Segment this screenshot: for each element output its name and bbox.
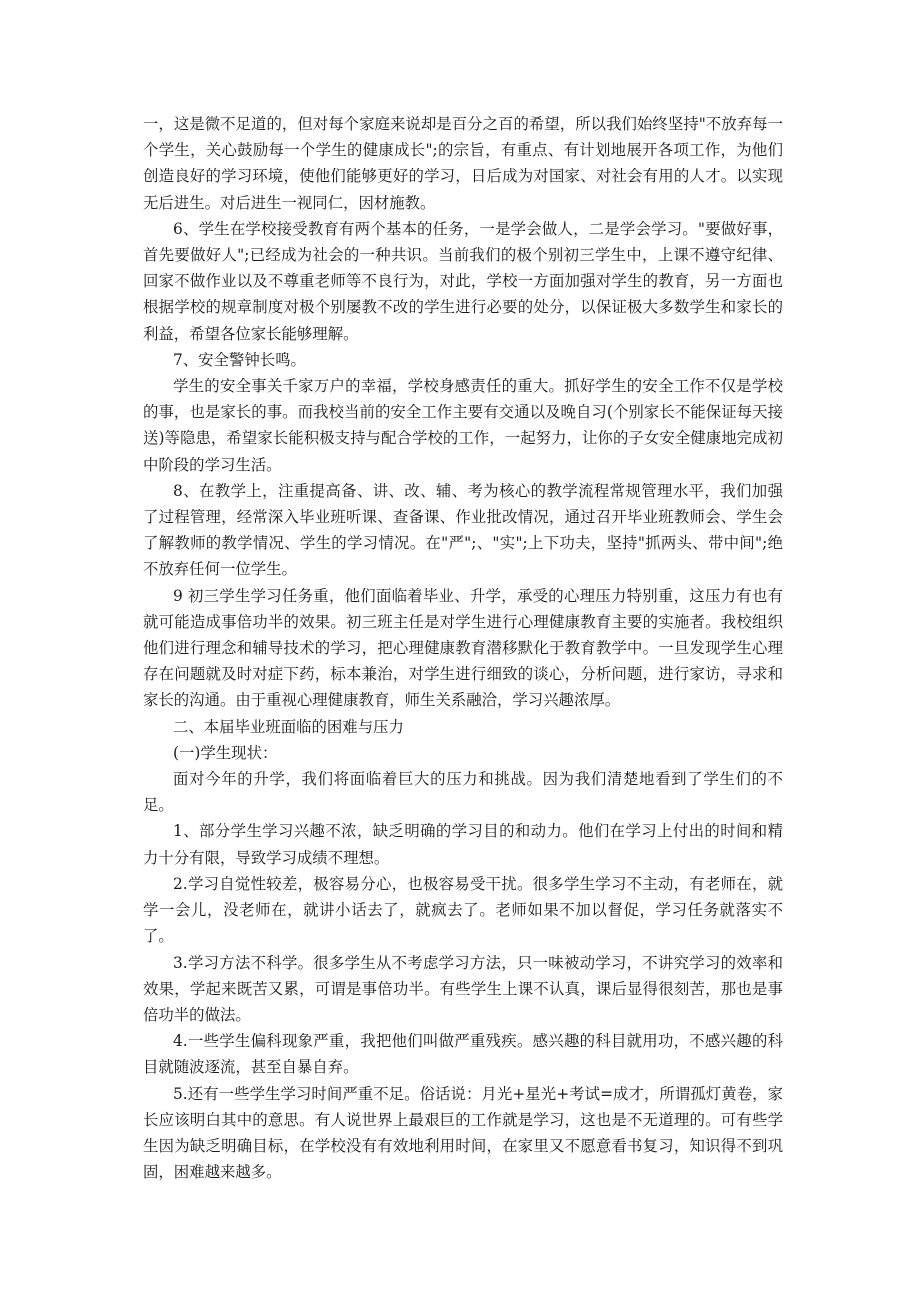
paragraph-point-5: 5.还有一些学生学习时间严重不足。俗话说：月光+星光+考试=成才，所谓孤灯黄卷，家长应该明白其中的意思。有人说世界上最艰巨的工作就是学习，这也是不无道理的。可有些学生因为缺乏明确目标，在学校没有有效地利用时间，在家里又不愿意看书复习，知识得不到巩固，困难越来越多。 [143,1084,783,1182]
paragraph-safety: 学生的安全事关千家万户的幸福，学校身感责任的重大。抓好学生的安全工作不仅是学校的事，也是家长的事。而我校当前的安全工作主要有交通以及晚自习(个别家长不能保证每天接送)等隐患，希望家长能积极支持与配合学校的工作，一起努力，让你的子女安全健康地完成初中阶段的学习生活。 [143,377,783,474]
paragraph-point-2: 2.学习自觉性较差，极容易分心，也极容易受干扰。很多学生学习不主动，有老师在，就学一会儿，没老师在，就讲小话去了，就疯去了。老师如果不加以督促，学习任务就落实不了。 [143,874,783,946]
paragraph-challenge: 面对今年的升学，我们将面临着巨大的压力和挑战。因为我们清楚地看到了学生们的不足。 [143,770,783,815]
subsection-heading-student-status: (一)学生现状： [173,743,278,762]
paragraph-point-4: 4.一些学生偏科现象严重，我把他们叫做严重残疾。感兴趣的科目就用功，不感兴趣的科目就随波逐流，甚至自暴自弃。 [143,1032,783,1077]
paragraph-item-7-heading: 7、安全警钟长鸣。 [173,350,306,369]
paragraph-item-6: 6、学生在学校接受教育有两个基本的任务，一是学会做人，二是学会学习。"要做好事，首先要做好人";已经成为社会的一种共识。当前我们的极个别初三学生中，上课不遵守纪律、回家不做作业以及不尊重老师等不良行为，对此，学校一方面加强对学生的教育，另一方面也根据学校的规章制度对极个别屡教不改的学生进行必要的处分，以保证极大多数学生和家长的利益，希望各位家长能够理解。 [143,219,783,343]
paragraph-item-8: 8、在教学上，注重提高备、讲、改、辅、考为核心的教学流程常规管理水平，我们加强了过程管理，经常深入毕业班听课、查备课、作业批改情况，通过召开毕业班教师会、学生会了解教师的教学情况、学生的学习情况。在"严";、"实";上下功夫，坚持"抓两头、带中间";绝不放弃任何一位学生。 [143,481,783,579]
paragraph-item-9: 9 初三学生学习任务重，他们面临着毕业、升学，承受的心理压力特别重，这压力有也有就可能造成事倍功半的效果。初三班主任是对学生进行心理健康教育主要的实施者。我校组织他们进行理念和辅导技术的学习，把心理健康教育潜移默化于教育教学中。一旦发现学生心理存在问题就及时对症下药，标本兼治，对学生进行细致的谈心，分析问题，进行家访，寻求和家长的沟通。由于重视心理健康教育，师生关系融洽，学习兴趣浓厚。 [143,586,783,710]
paragraph-intro: 一，这是微不足道的，但对每个家庭来说却是百分之百的希望，所以我们始终坚持"不放弃每一个学生，关心鼓励每一个学生的健康成长";的宗旨，有重点、有计划地展开各项工作，为他们创造良好的学习环境，使他们能够更好的学习，日后成为对国家、对社会有用的人才。以实现无后进生。对后进生一视同仁，因材施教。 [143,115,783,212]
section-heading-difficulties: 二、本届毕业班面临的困难与压力 [173,717,404,736]
paragraph-point-3: 3.学习方法不科学。很多学生从不考虑学习方法，只一味被动学习，不讲究学习的效率和效果，学起来既苦又累，可谓是事倍功半。有些学生上课不认真，课后显得很刻苦，那也是事倍功半的做法。 [143,953,783,1024]
paragraph-point-1: 1、部分学生学习兴趣不浓，缺乏明确的学习目的和动力。他们在学习上付出的时间和精力十分有限，导致学习成绩不理想。 [143,822,783,867]
document-body [143,111,783,1185]
